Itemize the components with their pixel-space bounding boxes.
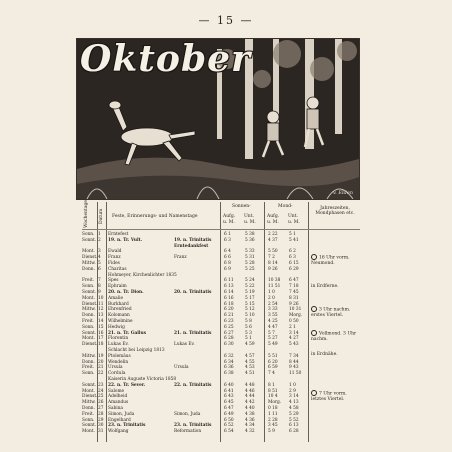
evangelical-feast-cell: Reformation	[174, 429, 202, 435]
weekday-cell: Mittw.	[82, 353, 96, 359]
weekday-cell: Sonn.	[82, 232, 95, 237]
date-cell: 6	[98, 266, 101, 272]
moonrise-cell: 5 9	[268, 429, 275, 435]
moonrise-cell: 5 49	[268, 342, 278, 348]
sunset-cell: 4 42	[245, 400, 255, 406]
sunset-cell: 5 25	[245, 266, 255, 272]
sunset-cell: 4 32	[245, 429, 255, 435]
sunrise-cell: 6 34	[224, 359, 234, 365]
date-cell: 29	[98, 417, 104, 423]
moonset-cell: Morg.	[289, 313, 303, 319]
sunrise-cell: 6 50	[224, 417, 234, 423]
date-cell: 31	[98, 429, 104, 435]
header-sunset: Unt.	[244, 214, 254, 219]
header-weekday: Wochentage	[84, 199, 89, 228]
date-cell: 13	[98, 313, 104, 319]
weekday-cell: Sonnt.	[82, 237, 97, 243]
feast-cell: Ptolemäus	[108, 353, 131, 359]
moonset-cell: 4 13	[289, 400, 299, 406]
moonrise-cell: 8 1	[268, 382, 275, 388]
sunset-cell: 4 36	[245, 417, 255, 423]
moonset-cell: 9 43	[289, 365, 299, 371]
evangelical-feast-cell: 20. n. Trinitatis	[174, 290, 212, 295]
date-cell: 1	[98, 232, 101, 237]
date-cell: 25	[98, 394, 104, 400]
feast-cell: Wendelin	[108, 359, 129, 365]
weekday-cell: Donn.	[82, 266, 95, 272]
moonrise-cell: 2 28	[268, 417, 278, 423]
feast-cell: Engelhard	[108, 417, 131, 423]
evangelical-feast-cell: 22. n. Trinitatis	[174, 382, 212, 388]
sunset-cell: 5 10	[245, 313, 255, 319]
moonrise-cell: 8 51	[268, 388, 278, 394]
weekday-cell: Mittw.	[82, 261, 96, 266]
moonrise-cell: 6 20	[268, 359, 278, 365]
sunset-cell: 5 17	[245, 295, 255, 301]
moonrise-cell: 6 59	[268, 365, 278, 371]
feast-cell: Sabina	[108, 406, 123, 411]
header-date: Datum	[99, 208, 104, 224]
feast-cell: Wilhelmine	[108, 319, 133, 324]
moonset-cell: 6 47	[289, 278, 299, 284]
sunset-cell: 4 38	[245, 411, 255, 417]
moonrise-cell: 5 50	[268, 249, 278, 255]
weekday-cell: Freit.	[82, 319, 95, 324]
date-cell: 17	[98, 336, 104, 342]
moonrise-cell: 3 33	[268, 307, 278, 313]
sunrise-cell: 6 49	[224, 411, 234, 417]
moon-phase-note	[311, 284, 359, 289]
moonrise-cell: 4 37	[268, 237, 278, 243]
moonrise-cell: 5 27	[268, 336, 278, 342]
feast-cell: Ursula	[108, 365, 123, 371]
weekday-cell: Sonnt.	[82, 290, 97, 295]
moonset-cell: 5 43	[289, 342, 299, 348]
sunset-cell: 4 48	[245, 382, 255, 388]
weekday-cell: Sonn.	[82, 324, 95, 330]
sunset-cell: 4 53	[245, 365, 255, 371]
weekday-cell: Donn.	[82, 359, 95, 365]
moonset-cell: 5 52	[289, 417, 299, 423]
feast-cell: Franz	[108, 255, 121, 261]
sunset-cell: 4 55	[245, 359, 255, 365]
feast-cell: 21. n. Tr. Gallus	[108, 330, 147, 336]
date-cell: 28	[98, 411, 104, 417]
sunrise-cell: 6 18	[224, 301, 234, 307]
weekday-cell: Mont.	[82, 336, 95, 342]
moonrise-cell: 1 0	[268, 290, 275, 295]
date-cell: 20	[98, 359, 104, 365]
moonset-cell: 1 0	[289, 382, 296, 388]
weekday-cell: Mont.	[82, 388, 95, 394]
sunrise-cell: 6 8	[224, 261, 231, 266]
date-cell: 26	[98, 400, 104, 406]
sunset-cell: 5 24	[245, 278, 255, 284]
feast-cell: Wolfgang	[108, 429, 129, 435]
weekday-cell: Mittw.	[82, 307, 96, 313]
sunset-cell: 5 15	[245, 301, 255, 307]
feast-cell: Amandus	[108, 400, 129, 406]
date-cell: 3	[98, 249, 101, 255]
moon-phase-note	[311, 330, 359, 342]
moonset-cell: 2 9	[289, 388, 296, 394]
date-cell: 16	[98, 330, 104, 336]
header-moon: Mond-	[278, 204, 293, 209]
moonrise-cell: 10 38	[268, 278, 281, 284]
sunset-cell: 4 57	[245, 353, 255, 359]
date-cell: 23	[98, 382, 104, 388]
header-moonrise: Aufg.	[267, 214, 280, 219]
sunrise-cell: 6 21	[224, 313, 234, 319]
sunrise-cell: 6 38	[224, 371, 234, 377]
moonset-cell: 7 18	[289, 284, 299, 290]
sunrise-cell: 6 23	[224, 319, 234, 324]
sunset-cell: 5 38	[245, 232, 255, 237]
moon-phase-text: in Erdferne.	[311, 284, 339, 289]
moonset-cell: 0 50	[289, 319, 299, 324]
sunrise-cell: 6 3	[224, 237, 231, 243]
month-title: Oktober	[80, 38, 251, 80]
date-cell: 19	[98, 353, 104, 359]
sunset-cell: 5 12	[245, 307, 255, 313]
weekday-cell: Freit.	[82, 365, 95, 371]
sunrise-cell: 6 14	[224, 290, 234, 295]
feast-cell: Kolomann	[108, 313, 130, 319]
evangelical-feast-cell: 21. n. Trinitatis	[174, 330, 212, 336]
moonrise-cell: 3 45	[268, 423, 278, 429]
moonset-cell: 5 29	[289, 411, 299, 417]
weekday-cell: Freit.	[82, 278, 95, 284]
weekday-cell: Sonn.	[82, 371, 95, 377]
moonrise-cell: 4 25	[268, 319, 278, 324]
feast-cell: 22. n. Tr. Sever.	[108, 382, 146, 388]
feast-cell: 19. n. Tr. Vult.	[108, 237, 143, 243]
weekday-cell: Mittw.	[82, 400, 96, 406]
artist-signature: v. Elden	[332, 190, 353, 196]
sunrise-cell: 6 4	[224, 249, 231, 255]
date-cell: 5	[98, 261, 101, 266]
feast-cell: Schlacht bei Leipzig 1813	[108, 348, 165, 353]
sunrise-cell: 6 52	[224, 423, 234, 429]
moonset-cell: 6 3	[289, 255, 296, 261]
feast-cell: Spes	[108, 278, 119, 284]
feast-cell: Amalie	[108, 295, 124, 301]
moonset-cell: 3 14	[289, 330, 299, 336]
feast-cell: Ewald	[108, 249, 122, 255]
sunrise-cell: 6 54	[224, 429, 234, 435]
moonrise-cell: 3 55	[268, 313, 278, 319]
moonset-cell: 6 15	[289, 261, 299, 266]
moon-phase-icon	[311, 330, 317, 336]
weekday-cell: Sonn.	[82, 284, 95, 290]
sunrise-cell: 6 9	[224, 266, 231, 272]
weekday-cell: Dienst.	[82, 342, 98, 348]
moonset-cell: 8 31	[289, 295, 299, 301]
date-cell: 7	[98, 278, 101, 284]
feast-cell: Adelheid	[108, 394, 128, 400]
header-unit: u. M.	[223, 220, 235, 225]
date-cell: 22	[98, 371, 104, 377]
weekday-cell: Donn.	[82, 406, 95, 411]
moonrise-cell: Morg.	[268, 400, 282, 406]
moon-phase-text: in Erdnähe.	[311, 352, 338, 357]
weekday-cell: Donn.	[82, 313, 95, 319]
date-cell: 9	[98, 290, 101, 295]
date-cell: 8	[98, 284, 101, 290]
sunset-cell: 4 34	[245, 423, 255, 429]
moonset-cell: 2 1	[289, 324, 296, 330]
sunset-cell: 4 51	[245, 371, 255, 377]
sunset-cell: 4 46	[245, 388, 255, 394]
sunset-cell: 4 59	[245, 342, 255, 348]
sunrise-cell: 6 11	[224, 278, 234, 284]
moonset-cell: 4 27	[289, 336, 299, 342]
moon-phase-text: 3 Uhr nachm. erstes Viertel.	[311, 307, 351, 318]
moonrise-cell: 11 51	[268, 284, 281, 290]
moonset-cell: 9 26	[289, 301, 299, 307]
sunset-cell: 5 31	[245, 255, 255, 261]
moonset-cell: 6 13	[289, 423, 299, 429]
feast-cell: Charitas	[108, 266, 127, 272]
evangelical-feast-cell: Erntedankfest	[174, 243, 209, 249]
sunrise-cell: 6 1	[224, 232, 231, 237]
table-row	[82, 429, 360, 435]
feast-cell: Ehrenfried	[108, 307, 132, 313]
sunrise-cell: 6 47	[224, 406, 234, 411]
moonrise-cell: 2 22	[268, 232, 278, 237]
evangelical-feast-cell: Simon, Juda	[174, 411, 201, 417]
moon-phase-note	[311, 254, 359, 266]
sunset-cell: 4 40	[245, 406, 255, 411]
moonrise-cell: 8 14	[268, 261, 278, 266]
sunset-cell: 5 28	[245, 261, 255, 266]
date-cell: 30	[98, 423, 104, 429]
date-cell: 11	[98, 301, 104, 307]
weekday-cell: Sonnt.	[82, 423, 97, 429]
date-cell: 24	[98, 388, 104, 394]
moonrise-cell: 5 7	[268, 330, 275, 336]
weekday-cell: Mont.	[82, 249, 95, 255]
feast-cell: Kaiserin Auguste Victoria 1858	[108, 377, 177, 382]
date-cell: 18	[98, 342, 104, 348]
moon-phase-icon	[311, 390, 317, 396]
moon-phase-icon	[311, 254, 317, 260]
evangelical-feast-cell: 23. n. Trinitatis	[174, 423, 212, 429]
moonset-cell: 3 14	[289, 394, 299, 400]
date-cell: 12	[98, 307, 104, 313]
moonrise-cell: 2 0	[268, 295, 275, 301]
moonset-cell: 4 58	[289, 406, 299, 411]
date-cell: 15	[98, 324, 104, 330]
moonset-cell: 7 34	[289, 353, 299, 359]
weekday-cell: Sonnt.	[82, 382, 97, 388]
moon-phase-note	[311, 390, 359, 402]
sunrise-cell: 6 20	[224, 307, 234, 313]
sunset-cell: 5 6	[245, 324, 252, 330]
moonrise-cell: 5 51	[268, 353, 278, 359]
header-unit: u. M.	[288, 220, 300, 225]
weekday-cell: Dienst.	[82, 301, 98, 307]
feast-cell: Simon, Juda	[108, 411, 135, 417]
moonrise-cell: 0 18	[268, 406, 278, 411]
feast-cell: 23. n. Trinitatis	[108, 423, 146, 429]
sunset-cell: 4 44	[245, 394, 255, 400]
feast-cell: Lukas Ev.	[108, 342, 129, 348]
sunrise-cell: 6 13	[224, 284, 234, 290]
date-cell: 14	[98, 319, 104, 324]
moonrise-cell: 2 54	[268, 301, 278, 307]
header-moonset: Unt.	[288, 214, 298, 219]
sunset-cell: 5 22	[245, 284, 255, 290]
header-separator	[82, 229, 360, 230]
moonrise-cell: 1 11	[268, 411, 278, 417]
moonset-cell: 6 28	[289, 429, 299, 435]
weekday-cell: Mont.	[82, 429, 95, 435]
moonset-cell: 6 29	[289, 266, 299, 272]
date-cell: 10	[98, 295, 104, 301]
date-cell: 2	[98, 237, 101, 243]
header-phases: Jahreszeiten, Mondphasen etc.	[315, 206, 355, 216]
header-feasts: Feste, Erinnerungs- und Namenstage	[112, 214, 198, 219]
moonset-cell: 11 50	[289, 371, 302, 377]
weekday-cell: Dienst.	[82, 255, 98, 261]
sunrise-cell: 6 27	[224, 330, 234, 336]
moonset-cell: 6 2	[289, 249, 296, 255]
sunrise-cell: 6 32	[224, 353, 234, 359]
feast-cell: Erntefest	[108, 232, 129, 237]
evangelical-feast-cell: 19. n. Trinitatis	[174, 237, 212, 243]
moonset-cell: 8 44	[289, 359, 299, 365]
evangelical-feast-cell: Franz	[174, 255, 187, 261]
moonrise-cell: 4 47	[268, 324, 278, 330]
sunset-cell: 5 19	[245, 290, 255, 295]
sunrise-cell: 6 25	[224, 324, 234, 330]
moonrise-cell: 7 2	[268, 255, 275, 261]
moonrise-cell: 7 4	[268, 371, 275, 377]
feast-cell: Cordula	[108, 371, 126, 377]
weekday-cell: Freit.	[82, 411, 95, 417]
weekday-cell: Dienst.	[82, 394, 98, 400]
sunset-cell: 5 33	[245, 249, 255, 255]
evangelical-feast-cell: Ursula	[174, 365, 189, 371]
date-cell: 4	[98, 255, 101, 261]
calendar-table	[82, 199, 360, 442]
moon-phase-icon	[311, 306, 317, 312]
header-sunrise: Aufg.	[223, 214, 236, 219]
moon-phase-text: 16 Uhr vorm. Neumond.	[311, 255, 350, 266]
feast-cell: Hohmeyer, Kirchenlichter 1835	[108, 272, 177, 278]
page-number: — 15 —	[198, 14, 254, 27]
date-cell: 21	[98, 365, 104, 371]
moon-phase-text: Vollmond. 3 Uhr nachm.	[311, 331, 357, 342]
feast-cell: 20. n. Tr. Dion.	[108, 290, 144, 295]
feast-cell: Salome	[108, 388, 125, 394]
sunrise-cell: 6 28	[224, 336, 234, 342]
sunrise-cell: 6 43	[224, 394, 234, 400]
moonset-cell: 5 1	[289, 232, 296, 237]
feast-cell: Fides	[108, 261, 120, 266]
header-sun: Sonnen-	[232, 204, 251, 209]
sunrise-cell: 6 40	[224, 382, 234, 388]
moonrise-cell: 10 4	[268, 394, 278, 400]
evangelical-feast-cell: Lukas Ev.	[174, 342, 195, 348]
moonset-cell: 10 31	[289, 307, 302, 313]
header-unit: u. M.	[267, 220, 279, 225]
sunrise-cell: 6 36	[224, 365, 234, 371]
moon-phase-note	[311, 306, 359, 318]
sunrise-cell: 6 41	[224, 388, 234, 394]
moon-phase-note	[311, 352, 359, 357]
weekday-cell: Sonn.	[82, 417, 95, 423]
feast-cell: Ephraim	[108, 284, 127, 290]
header-unit: u. M.	[244, 220, 256, 225]
feast-cell: Burkhard	[108, 301, 129, 307]
moonset-cell: 7 45	[289, 290, 299, 295]
weekday-cell: Sonnt.	[82, 330, 97, 336]
moonset-cell: 5 41	[289, 237, 299, 243]
sunrise-cell: 6 16	[224, 295, 234, 301]
feast-cell: Florentin	[108, 336, 129, 342]
moonrise-cell: 9 26	[268, 266, 278, 272]
date-cell: 27	[98, 406, 104, 411]
sunrise-cell: 6 30	[224, 342, 234, 348]
sunrise-cell: 6 6	[224, 255, 231, 261]
weekday-cell: Mont.	[82, 295, 95, 301]
sunset-cell: 5 36	[245, 237, 255, 243]
feast-cell: Hedwig	[108, 324, 125, 330]
sunrise-cell: 6 45	[224, 400, 234, 406]
moon-phase-text: 7 Uhr vorm. letztes Viertel.	[311, 391, 347, 402]
sunset-cell: 5 3	[245, 330, 252, 336]
sunset-cell: 5 8	[245, 319, 252, 324]
sunset-cell: 5 1	[245, 336, 252, 342]
